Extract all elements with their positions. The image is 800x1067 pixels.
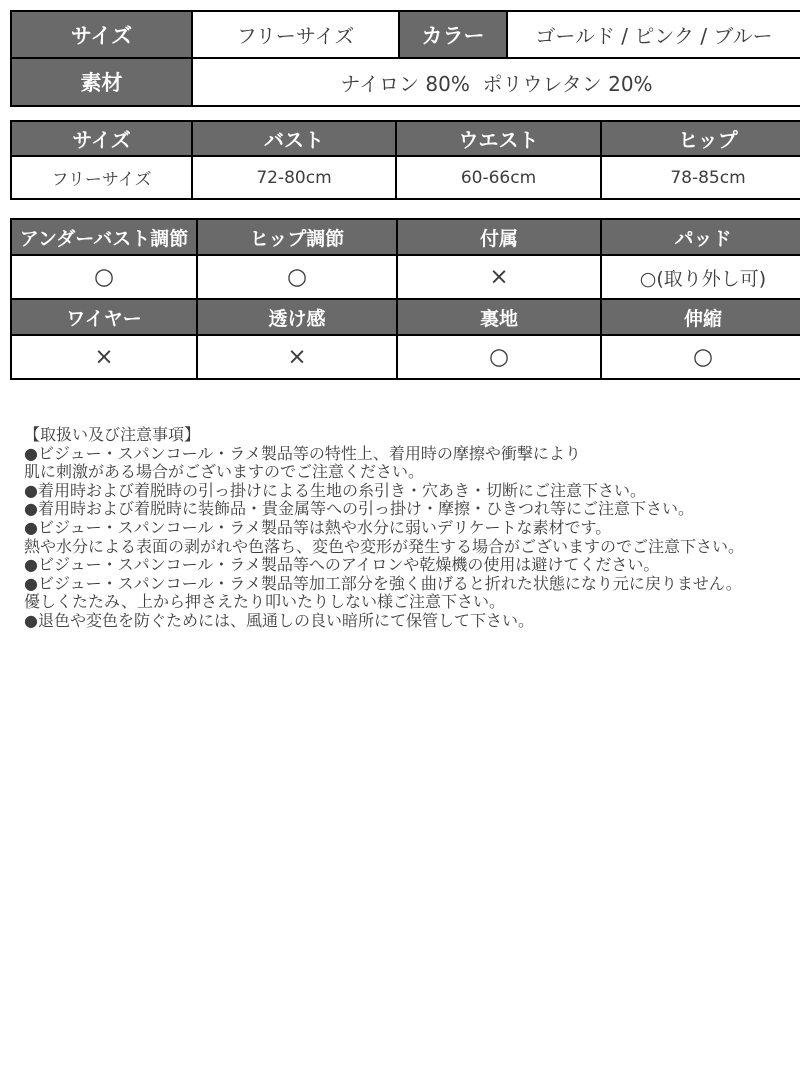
measurements-header-hip: ヒップ <box>601 121 800 156</box>
size-value-cell: フリーサイズ <box>192 11 399 58</box>
feature-value-pad: ○(取り外し可) <box>601 255 800 299</box>
feature-value-lining: ○ <box>397 335 601 379</box>
care-note-line: 肌に刺激がある場合がございますのでご注意ください。 <box>24 462 425 482</box>
feature-value-stretch: ○ <box>601 335 800 379</box>
measurements-header-size: サイズ <box>11 121 192 156</box>
measurements-waist-value: 60-66cm <box>396 156 601 199</box>
feature-header-underbust-adjust: アンダーバスト調節 <box>11 219 197 255</box>
feature-header-sheerness: 透け感 <box>197 299 397 335</box>
care-note-line: 優しくたたみ、上から押さえたり叩いたりしない様ご注意下さい。 <box>24 592 505 612</box>
material-value-cell: ナイロン 80% ポリウレタン 20% <box>192 58 800 106</box>
features-header-row-2 <box>11 299 800 335</box>
care-note-line: 熱や水分による表面の剥がれや色落ち、変色や変形が発生する場合がございますのでご注意下さい。 <box>24 536 745 556</box>
features-value-row-1 <box>11 255 800 299</box>
feature-value-sheerness: × <box>197 335 397 379</box>
care-note-line: ●ビジュー・スパンコール・ラメ製品等加工部分を強く曲げると折れた状態になり元に戻りません。 <box>24 573 742 593</box>
measurements-header-row <box>11 121 800 156</box>
feature-value-wire: × <box>11 335 197 379</box>
care-note-line: ●ビジュー・スパンコール・ラメ製品等の特性上、着用時の摩擦や衝撃により <box>24 443 581 463</box>
features-table <box>10 218 800 380</box>
measurements-bust-value: 72-80cm <box>192 156 396 199</box>
material-label-cell: 素材 <box>11 58 192 106</box>
feature-header-accessory: 付属 <box>397 219 601 255</box>
features-header-row-1 <box>11 219 800 255</box>
care-note-line: ●ビジュー・スパンコール・ラメ製品等は熱や水分に弱いデリケートな素材です。 <box>24 517 612 537</box>
measurements-size-value: フリーサイズ <box>11 156 192 199</box>
color-value-cell: ゴールド / ピンク / ブルー <box>507 11 800 58</box>
care-notes-title: 【取扱い及び注意事項】 <box>24 425 201 444</box>
care-notes <box>0 426 800 631</box>
size-label-cell: サイズ <box>11 11 192 58</box>
feature-value-hip-adjust: ○ <box>197 255 397 299</box>
feature-header-lining: 裏地 <box>397 299 601 335</box>
feature-header-pad: パッド <box>601 219 800 255</box>
features-value-row-2 <box>11 335 800 379</box>
care-note-line: ●着用時および着脱時に装飾品・貴金属等への引っ掛け・摩擦・ひきつれ等にご注意下さい。 <box>24 499 694 519</box>
care-note-line: ●着用時および着脱時の引っ掛けによる生地の糸引き・穴あき・切断にご注意下さい。 <box>24 480 646 500</box>
feature-header-hip-adjust: ヒップ調節 <box>197 219 397 255</box>
measurements-header-waist: ウエスト <box>396 121 601 156</box>
feature-value-underbust-adjust: ○ <box>11 255 197 299</box>
feature-header-stretch: 伸縮 <box>601 299 800 335</box>
measurements-table <box>10 120 800 200</box>
care-note-line: ●退色や変色を防ぐためには、風通しの良い暗所にて保管して下さい。 <box>24 610 534 630</box>
feature-value-accessory: × <box>397 255 601 299</box>
feature-header-wire: ワイヤー <box>11 299 197 335</box>
care-note-line: ●ビジュー・スパンコール・ラメ製品等へのアイロンや乾燥機の使用は避けてください。 <box>24 555 660 575</box>
measurements-data-row <box>11 156 800 199</box>
color-label-cell: カラー <box>399 11 507 58</box>
measurements-hip-value: 78-85cm <box>601 156 800 199</box>
measurements-header-bust: バスト <box>192 121 396 156</box>
spec-table <box>10 10 800 107</box>
